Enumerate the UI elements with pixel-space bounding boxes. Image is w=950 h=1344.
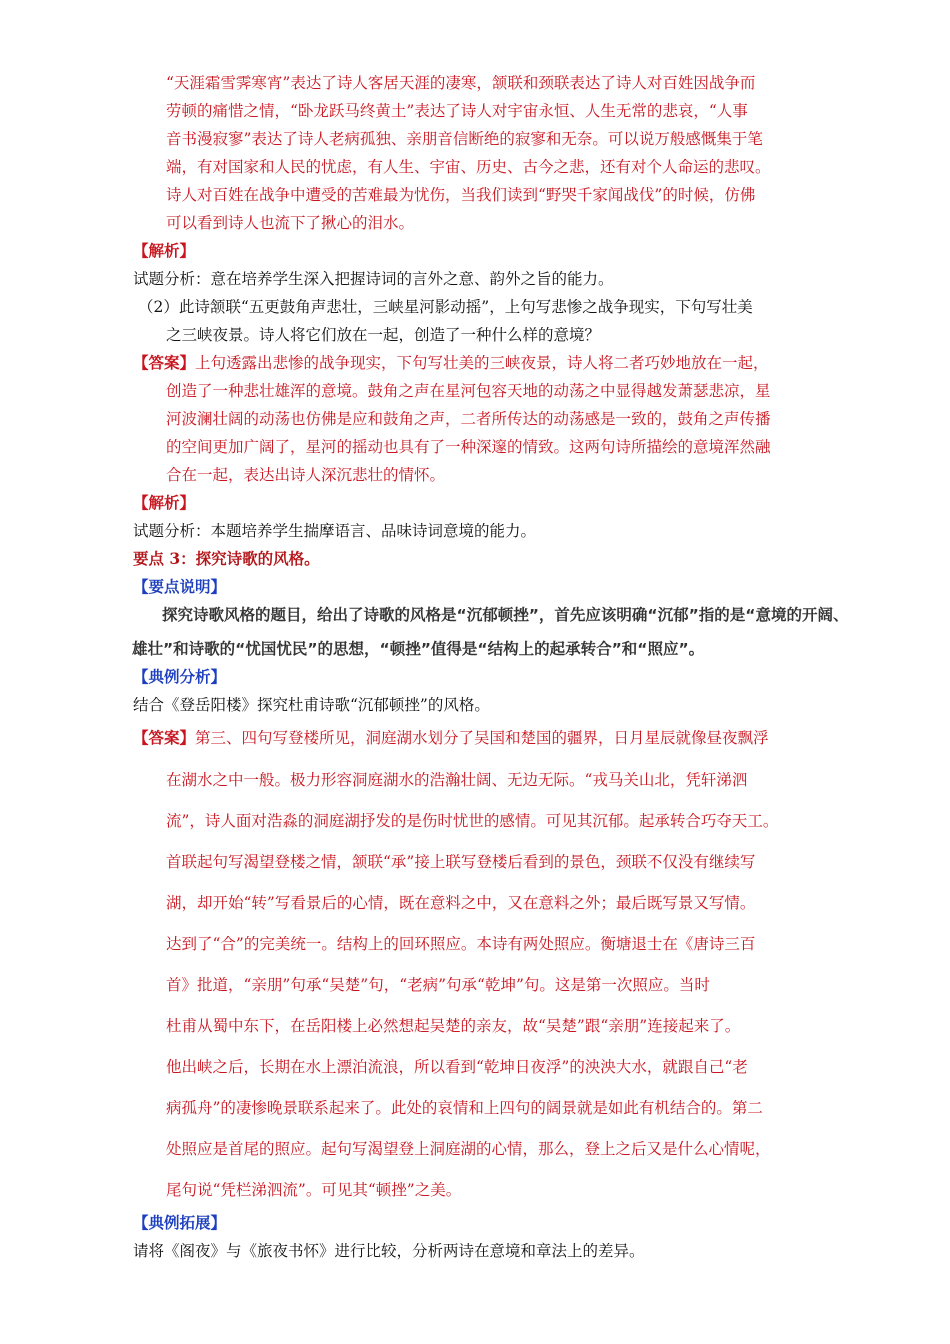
key-points-line: 雄壮”和诗歌的“忧国忧民”的思想，“顿挫”值得是“结构上的起承转合”和“照应”。	[132, 640, 705, 658]
answer3-line: 杜甫从蜀中东下，在岳阳楼上必然想起吴楚的亲友，故“吴楚”跟“亲朋”连接起来了。	[166, 1017, 741, 1035]
answer3-text: 第三、四句写登楼所见，洞庭湖水划分了吴国和楚国的疆界，日月星辰就像昼夜飘浮	[195, 729, 769, 747]
answer3-first-line	[133, 728, 769, 748]
question-2-line: 之三峡夜景。诗人将它们放在一起，创造了一种什么样的意境？	[166, 326, 601, 344]
answer1-line: “天涯霜雪霁寒宵”表达了诗人客居天涯的凄寒，颔联和颈联表达了诗人对百姓因战争而	[166, 74, 756, 92]
answer1-line: 劳顿的痛惜之情，“卧龙跃马终黄土”表达了诗人对宇宙永恒、人生无常的悲哀，“人事	[166, 102, 748, 120]
answer1-line: 诗人对百姓在战争中遭受的苦难最为忧伤，当我们读到“野哭千家闻战伐”的时候，仿佛	[166, 186, 756, 204]
key-points-label: 【要点说明】	[133, 577, 227, 596]
jiexi-label: 【解析】	[133, 493, 196, 512]
answer3-line: 在湖水之中一般。极力形容洞庭湖水的浩瀚壮阔、无边无际。“戎马关山北，凭轩涕泗	[166, 771, 748, 789]
answer3-line: 病孤舟”的凄惨晚景联系起来了。此处的哀情和上四句的阔景就是如此有机结合的。第二	[166, 1099, 763, 1117]
question-2-line: （2）此诗颔联“五更鼓角声悲壮，三峡星河影动摇”，上句写悲惨之战争现实，下句写壮美	[138, 298, 753, 316]
answer2-line: 的空间更加广阔了，星河的摇动也具有了一种深邃的情致。这两句诗所描绘的意境浑然融	[166, 438, 771, 456]
answer3-line: 首联起句写渴望登楼之情，颔联“承”接上联写登楼后看到的景色，颈联不仅没有继续写	[166, 853, 756, 871]
answer3-line: 首》批道，“亲朋”句承“吴楚”句，“老病”句承“乾坤”句。这是第一次照应。当时	[166, 976, 710, 994]
answer1-line: 音书漫寂寥”表达了诗人老病孤独、亲朋音信断绝的寂寥和无奈。可以说万般感慨集于笔	[166, 130, 763, 148]
analysis-text: 试题分析：意在培养学生深入把握诗词的言外之意、韵外之旨的能力。	[133, 270, 614, 288]
answer3-line: 处照应是首尾的照应。起句写渴望登上洞庭湖的心情，那么，登上之后又是什么心情呢，	[166, 1140, 771, 1158]
key-points-image	[132, 602, 890, 662]
answer2-text: 上句透露出悲惨的战争现实，下句写壮美的三峡夜景，诗人将二者巧妙地放在一起，	[195, 354, 769, 372]
section-heading: 要点 3：探究诗歌的风格。	[133, 549, 320, 568]
answer3-line: 湖，却开始“转”写看景后的心情，既在意料之中，又在意料之外；最后既写景又写情。	[166, 894, 756, 912]
answer2-first-line	[133, 353, 769, 373]
answer3-line: 尾句说“凭栏涕泗流”。可见其“顿挫”之美。	[166, 1181, 462, 1199]
answer2-line: 创造了一种悲壮雄浑的意境。鼓角之声在星河包容天地的动荡之中显得越发萧瑟悲凉，星	[166, 382, 771, 400]
answer1-line: 可以看到诗人也流下了揪心的泪水。	[166, 214, 415, 232]
answer-label: 【答案】	[133, 353, 196, 372]
example-extension-label: 【典例拓展】	[133, 1213, 227, 1232]
answer2-line: 合在一起，表达出诗人深沉悲壮的情怀。	[166, 466, 446, 484]
extension-prompt: 请将《阁夜》与《旅夜书怀》进行比较，分析两诗在意境和章法上的差异。	[133, 1242, 645, 1260]
key-points-line: 探究诗歌风格的题目，给出了诗歌的风格是“沉郁顿挫”，首先应该明确“沉郁”指的是“意境的开阔、	[162, 606, 849, 624]
analysis-text: 试题分析：本题培养学生揣摩语言、品味诗词意境的能力。	[133, 522, 537, 540]
jiexi-label: 【解析】	[133, 241, 196, 260]
answer3-line: 他出峡之后，长期在水上漂泊流浪，所以看到“乾坤日夜浮”的泱泱大水，就跟自己“老	[166, 1058, 748, 1076]
answer3-line: 达到了“合”的完美统一。结构上的回环照应。本诗有两处照应。衡塘退士在《唐诗三百	[166, 935, 756, 953]
answer2-line: 河波澜壮阔的动荡也仿佛是应和鼓角之声，二者所传达的动荡感是一致的，鼓角之声传播	[166, 410, 771, 428]
answer-label: 【答案】	[133, 728, 196, 747]
answer3-line: 流”，诗人面对浩淼的洞庭湖抒发的是伤时忧世的感情。可见其沉郁。起承转合巧夺天工。	[166, 812, 779, 830]
answer1-line: 端，有对国家和人民的忧虑，有人生、宇宙、历史、古今之悲，还有对个人命运的悲叹。	[166, 158, 771, 176]
example-prompt: 结合《登岳阳楼》探究杜甫诗歌“沉郁顿挫”的风格。	[133, 696, 490, 714]
example-analysis-label: 【典例分析】	[133, 667, 227, 686]
